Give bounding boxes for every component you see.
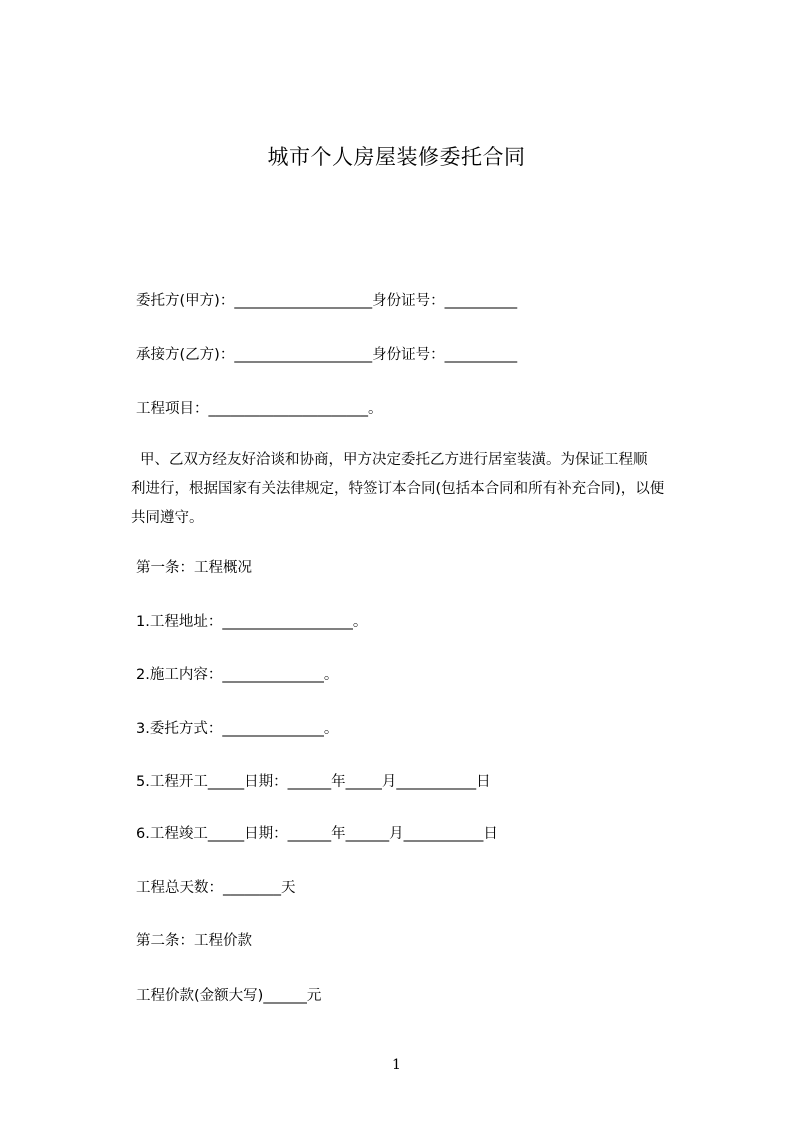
total-days-line: 工程总天数：________天 — [136, 880, 296, 896]
intro-paragraph — [133, 446, 693, 533]
item-finish-date: 6.工程竣工_____日期：______年______月___________日 — [136, 826, 498, 842]
project-line: 工程项目：______________________。 — [136, 401, 383, 417]
price-line: 工程价款(金额大写)______元 — [136, 988, 322, 1004]
item-start-date: 5.工程开工_____日期：______年_____月___________日 — [136, 774, 491, 790]
intro-line-2: 利进行，根据国家有关法律规定，特签订本合同(包括本合同和所有补充合同)，以便 — [131, 481, 665, 497]
party-b-line: 承接方(乙方)：___________________身份证号：__________ — [136, 347, 518, 363]
intro-line-3: 共同遵守。 — [131, 510, 204, 526]
item-method: 3.委托方式：______________。 — [136, 721, 339, 737]
party-a-line: 委托方(甲方)：___________________身份证号：__________ — [136, 293, 518, 309]
document-title: 城市个人房屋装修委托合同 — [267, 145, 526, 169]
page-number: 1 — [392, 1057, 401, 1073]
intro-line-1: 甲、乙双方经友好洽谈和协商，甲方决定委托乙方进行居室装潢。为保证工程顺 — [140, 452, 648, 468]
item-content: 2.施工内容：______________。 — [136, 667, 339, 683]
item-address: 1.工程地址：__________________。 — [136, 614, 368, 630]
article-2-heading: 第二条：工程价款 — [136, 933, 252, 949]
article-1-heading: 第一条：工程概况 — [136, 560, 252, 576]
